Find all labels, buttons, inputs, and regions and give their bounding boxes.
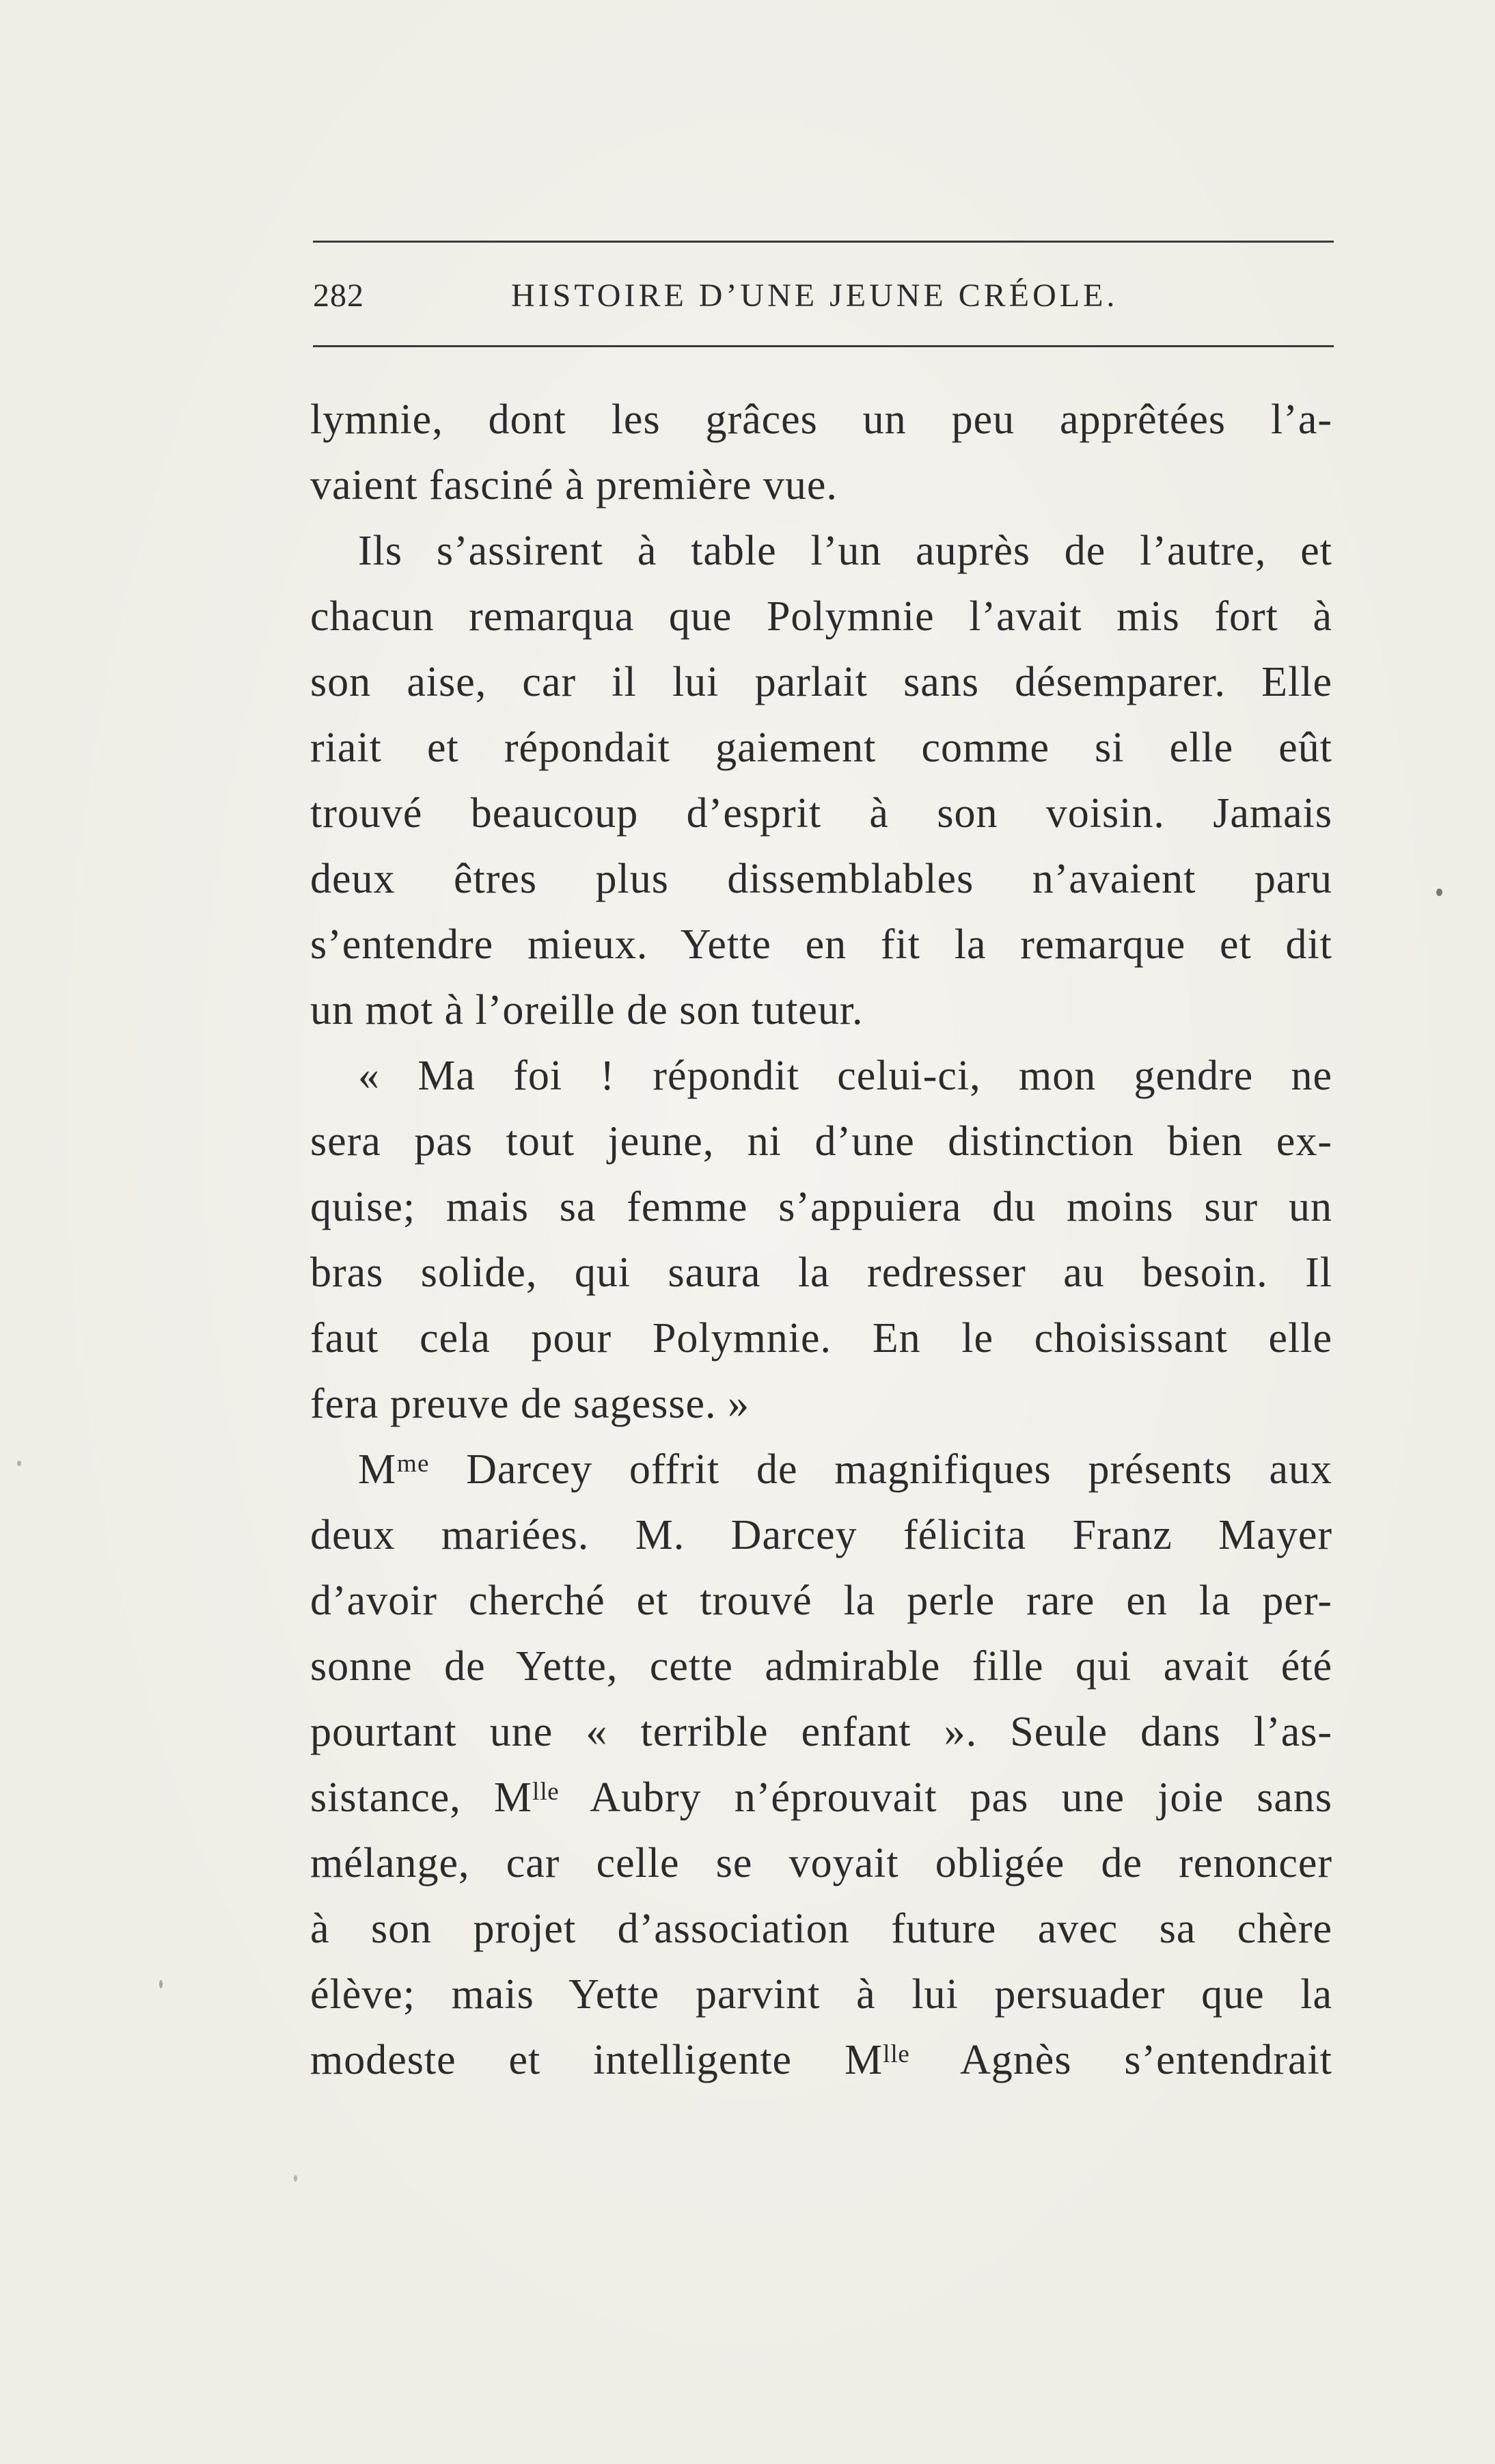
text-line: vaient fasciné à première vue. [310, 462, 838, 509]
text-line: à son projet d’association future avec sa chère [310, 1906, 1332, 1952]
header-top-rule [313, 241, 1334, 243]
text-line: faut cela pour Polymnie. En le choisissant elle [310, 1315, 1332, 1362]
paper-speck [159, 1980, 163, 1988]
running-title: HISTOIRE D’UNE JEUNE CRÉOLE. [511, 277, 1119, 314]
text-line: sistance, Mˡˡᵉ Aubry n’éprouvait pas une joie sans [310, 1774, 1332, 1821]
header-bottom-rule [313, 345, 1334, 347]
text-line: fera preuve de sagesse. » [310, 1381, 750, 1427]
text-line: Ils s’assirent à table l’un auprès de l’autre, et [358, 528, 1332, 574]
text-line: Mᵐᵉ Darcey offrit de magnifiques présents aux [358, 1446, 1332, 1493]
paper-speck [294, 2175, 297, 2182]
text-line: trouvé beaucoup d’esprit à son voisin. Jamais [310, 790, 1332, 837]
paper-speck [17, 1461, 21, 1466]
text-line: « Ma foi ! répondit celui-ci, mon gendre ne [358, 1053, 1332, 1099]
text-line: modeste et intelligente Mˡˡᵉ Agnès s’entendrait [310, 2037, 1332, 2083]
text-line: chacun remarqua que Polymnie l’avait mis fort à [310, 593, 1332, 640]
text-line: un mot à l’oreille de son tuteur. [310, 987, 864, 1033]
text-line: quise; mais sa femme s’appuiera du moins sur un [310, 1184, 1332, 1230]
text-line: deux êtres plus dissemblables n’avaient paru [310, 856, 1332, 902]
page-number: 282 [313, 277, 364, 314]
text-line: son aise, car il lui parlait sans désemparer. Elle [310, 659, 1332, 705]
text-line: élève; mais Yette parvint à lui persuader que la [310, 1971, 1332, 2018]
running-head [313, 272, 1334, 320]
text-line: sera pas tout jeune, ni d’une distinction bien ex- [310, 1118, 1332, 1165]
text-line: riait et répondait gaiement comme si elle eût [310, 725, 1332, 771]
text-line: bras solide, qui saura la redresser au besoin. Il [310, 1249, 1332, 1296]
text-line: mélange, car celle se voyait obligée de renoncer [310, 1840, 1332, 1886]
text-line: sonne de Yette, cette admirable fille qui avait été [310, 1643, 1332, 1690]
text-line: pourtant une « terrible enfant ». Seule dans l’as- [310, 1709, 1332, 1755]
text-line: lymnie, dont les grâces un peu apprêtées l’a- [310, 396, 1332, 443]
body-text [310, 387, 1332, 2093]
text-line: d’avoir cherché et trouvé la perle rare en la per- [310, 1578, 1332, 1624]
text-line: s’entendre mieux. Yette en fit la remarque et dit [310, 921, 1332, 968]
paper-speck [1436, 889, 1442, 896]
text-line: deux mariées. M. Darcey félicita Franz Mayer [310, 1512, 1332, 1558]
